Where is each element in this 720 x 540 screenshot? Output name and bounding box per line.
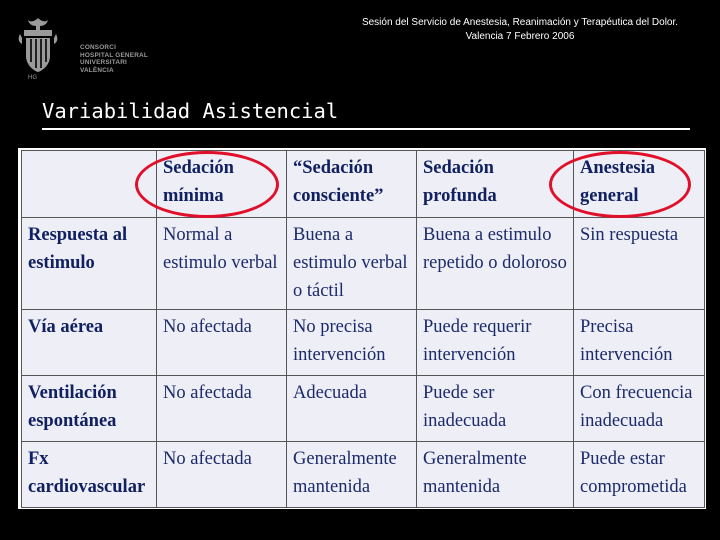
table-cell: No precisa intervención — [287, 310, 417, 376]
table-cell: Sin respuesta — [574, 218, 705, 310]
table-header-cell: Anestesia general — [574, 151, 705, 218]
logo-text — [80, 44, 148, 74]
table-cell: Puede estar comprometida — [574, 442, 705, 508]
table-cell: Con frecuencia inadecuada — [574, 376, 705, 442]
bat-crest-icon — [16, 16, 60, 80]
slide-title: Variabilidad Asistencial — [42, 99, 339, 123]
session-header — [330, 16, 710, 44]
row-label: Respuesta al estimulo — [22, 218, 157, 310]
row-label: Fx cardiovascular — [22, 442, 157, 508]
header-line-1: Sesión del Servicio de Anestesia, Reanimación y Terapéutica del Dolor. — [361, 17, 679, 28]
table-cell: No afectada — [157, 376, 287, 442]
svg-text:HG: HG — [28, 75, 37, 80]
logo-text-line: HOSPITAL GENERAL — [80, 51, 148, 59]
table-cell: Generalmente mantenida — [287, 442, 417, 508]
table-row — [22, 376, 705, 442]
table-cell: Buena a estimulo repetido o doloroso — [417, 218, 574, 310]
row-label: Vía aérea — [22, 310, 157, 376]
table-cell: Adecuada — [287, 376, 417, 442]
row-label: Ventilación espontánea — [22, 376, 157, 442]
title-underline — [42, 128, 690, 130]
table-row — [22, 310, 705, 376]
table-cell: No afectada — [157, 442, 287, 508]
table-header-cell: Sedación profunda — [417, 151, 574, 218]
comparison-table-container — [18, 148, 706, 509]
table-cell: Puede requerir intervención — [417, 310, 574, 376]
sedation-comparison-table — [21, 150, 705, 508]
table-header-row — [22, 151, 705, 218]
hospital-logo — [16, 16, 146, 80]
table-cell: Normal a estimulo verbal — [157, 218, 287, 310]
table-row — [22, 442, 705, 508]
logo-text-line: VALÈNCIA — [80, 66, 114, 74]
header-line-2: Valencia 7 Febrero 2006 — [465, 31, 575, 42]
table-row — [22, 218, 705, 310]
table-cell: Generalmente mantenida — [417, 442, 574, 508]
table-cell: No afectada — [157, 310, 287, 376]
table-cell: Precisa intervención — [574, 310, 705, 376]
table-cell: Puede ser inadecuada — [417, 376, 574, 442]
table-header-cell: “Sedación consciente” — [287, 151, 417, 218]
table-cell: Buena a estimulo verbal o táctil — [287, 218, 417, 310]
table-header-cell: Sedación mínima — [157, 151, 287, 218]
table-header-cell — [22, 151, 157, 218]
logo-text-line: UNIVERSITARI — [80, 59, 128, 67]
logo-text-line: CONSORCI — [80, 44, 117, 51]
